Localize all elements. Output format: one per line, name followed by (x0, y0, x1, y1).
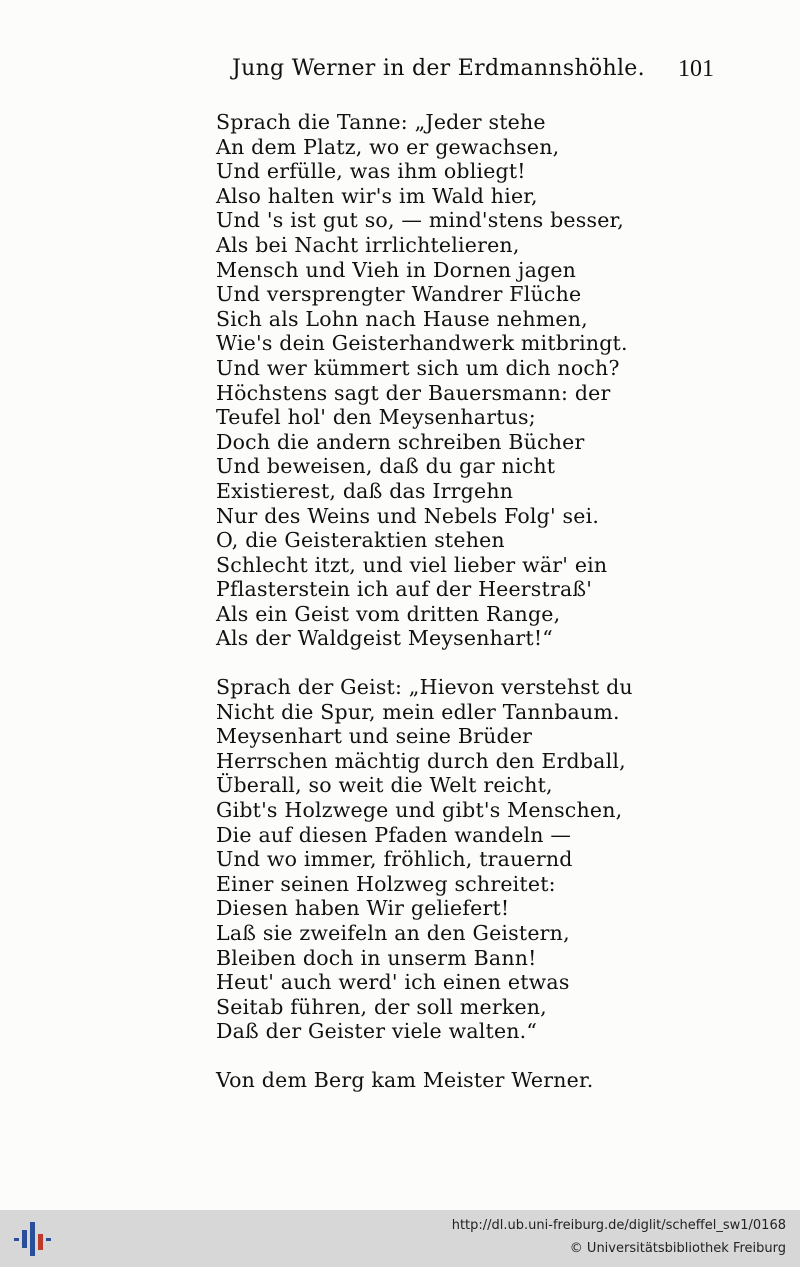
poem-line: Einer seinen Holzweg schreitet: (216, 871, 556, 896)
poem-line: Nur des Weins und Nebels Folg' sei. (216, 503, 600, 528)
poem-line: Von dem Berg kam Meister Werner. (216, 1067, 594, 1092)
poem-line: Herrschen mächtig durch den Erdball, (216, 748, 626, 773)
poem-line: Als der Waldgeist Meysenhart!“ (216, 626, 553, 651)
poem-line: Schlecht itzt, und viel lieber wär' ein (216, 552, 608, 577)
poem-line: Also halten wir's im Wald hier, (216, 183, 538, 208)
poem-line: Seitab führen, der soll merken, (216, 994, 547, 1019)
poem-text (216, 110, 776, 1117)
poem-line: Pflasterstein ich auf der Heerstraß' (216, 577, 593, 602)
page-number: 101 (678, 56, 714, 82)
poem-line: Heut' auch werd' ich einen etwas (216, 970, 570, 995)
running-title: Jung Werner in der Erdmannshöhle. (232, 56, 645, 81)
viewer-footer (0, 1210, 800, 1267)
copyright-notice: © Universitätsbibliothek Freiburg (569, 1241, 786, 1256)
poem-line: Nicht die Spur, mein edler Tannbaum. (216, 699, 620, 724)
poem-line: Mensch und Vieh in Dornen jagen (216, 257, 577, 282)
permalink-url[interactable]: http://dl.ub.uni-freiburg.de/diglit/scheffel_sw1/0168 (451, 1218, 786, 1233)
poem-line: Existierest, daß das Irrgehn (216, 478, 514, 503)
poem-line: Und wo immer, fröhlich, trauernd (216, 847, 573, 872)
stanza-1 (216, 110, 776, 651)
poem-line: Wie's dein Geisterhandwerk mitbringt. (216, 331, 628, 356)
poem-line: Teufel hol' den Meysenhartus; (216, 405, 536, 430)
poem-line: Und wer kümmert sich um dich noch? (216, 355, 620, 380)
poem-line: Laß sie zweifeln an den Geistern, (216, 921, 570, 945)
poem-line: Und erfülle, was ihm obliegt! (216, 159, 526, 184)
poem-line: Die auf diesen Pfaden wandeln — (216, 822, 572, 847)
poem-line: Bleiben doch in unserm Bann! (216, 945, 537, 970)
poem-line: Und beweisen, daß du gar nicht (216, 454, 556, 479)
stanza-3 (216, 1068, 776, 1093)
poem-line: Und versprengter Wandrer Flüche (216, 282, 582, 307)
stanza-2 (216, 675, 776, 1044)
poem-line: Und 's ist gut so, — mind'stens besser, (216, 208, 624, 233)
poem-line: Als ein Geist vom dritten Range, (216, 601, 561, 626)
poem-line: Sprach der Geist: „Hievon verstehst du (216, 675, 633, 700)
poem-line: Daß der Geister viele walten.“ (216, 1019, 538, 1044)
poem-line: Sich als Lohn nach Hause nehmen, (216, 306, 588, 331)
poem-line: Sprach die Tanne: „Jeder stehe (216, 110, 546, 134)
poem-line: Als bei Nacht irrlichtelieren, (216, 232, 520, 257)
poem-line: Meysenhart und seine Brüder (216, 724, 533, 749)
page-header (0, 56, 800, 90)
ub-freiburg-logo-icon[interactable] (10, 1218, 52, 1260)
poem-line: O, die Geisteraktien stehen (216, 528, 505, 553)
poem-line: An dem Platz, wo er gewachsen, (216, 134, 560, 159)
poem-line: Überall, so weit die Welt reicht, (216, 773, 553, 798)
poem-line: Diesen haben Wir geliefert! (216, 896, 510, 921)
poem-line: Doch die andern schreiben Bücher (216, 429, 585, 454)
poem-line: Gibt's Holzwege und gibt's Menschen, (216, 798, 623, 823)
poem-line: Höchstens sagt der Bauersmann: der (216, 380, 611, 405)
